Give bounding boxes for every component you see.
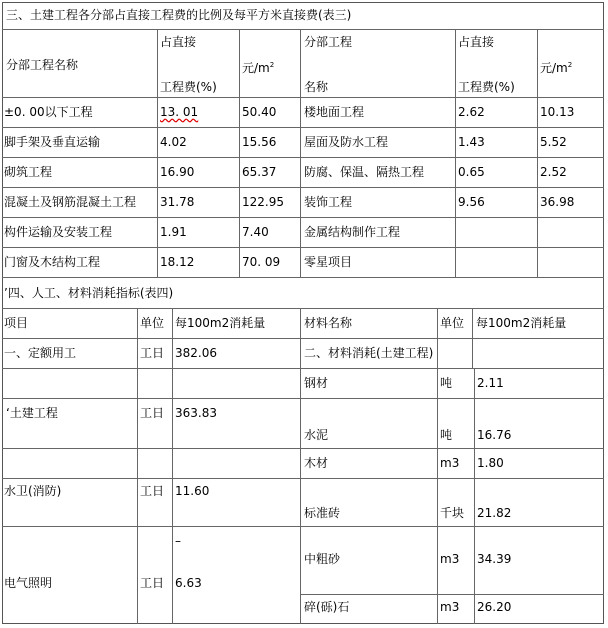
header-pct-top: 占直接: [160, 35, 197, 49]
rule-left-c: [2, 478, 300, 479]
rule-left-d: [2, 526, 300, 527]
civil-unit: 工日: [140, 406, 165, 420]
mat2-unit: 吨: [440, 428, 453, 442]
row6-pct: 18.12: [160, 255, 195, 269]
row4-name2: 装饰工程: [304, 195, 353, 209]
mat4-unit: 千块: [440, 506, 465, 520]
row2-cost: 15.56: [242, 135, 277, 149]
plumb-unit: 工日: [140, 484, 165, 498]
row1-pct: 13. 01: [160, 105, 199, 119]
col-line-pct2: [455, 29, 456, 277]
col-line-pct: [157, 29, 158, 277]
mat6-name: 碎(砾)石: [304, 600, 350, 614]
rule-row1: [2, 127, 604, 128]
civil-name: ‘土建工程: [6, 406, 58, 420]
plumb-name: 水卫(消防): [4, 484, 62, 498]
row3-pct2: 0.65: [458, 165, 485, 179]
material-section-title: 二、材料消耗(土建工程): [304, 346, 434, 360]
rule-row4: [2, 217, 604, 218]
rule-section-right: [300, 368, 604, 369]
mat5-name: 中粗砂: [304, 552, 341, 566]
t4-header-qty: 每100m2消耗量: [175, 316, 266, 330]
mat5-unit: m3: [440, 552, 460, 566]
col-line-mid3: [300, 29, 301, 277]
rule-sand: [300, 594, 604, 595]
row1-name2: 楼地面工程: [304, 105, 365, 119]
mat4-name: 标准砖: [304, 506, 341, 520]
mat1-unit: 吨: [440, 376, 453, 390]
mat6-qty: 26.20: [477, 600, 512, 614]
elec-dash: –: [175, 534, 181, 548]
rule-row6: [2, 277, 604, 278]
row1-pct2: 2.62: [458, 105, 485, 119]
col-line-qty2: [474, 368, 475, 624]
row2-pct: 4.02: [160, 135, 187, 149]
col-line-cost: [239, 29, 240, 277]
rule-row3: [2, 187, 604, 188]
row4-cost2: 36.98: [540, 195, 575, 209]
row5-cost: 7.40: [242, 225, 269, 239]
rule-under-title4: [2, 308, 604, 309]
mat5-qty: 34.39: [477, 552, 512, 566]
elec-qty: 6.63: [175, 576, 202, 590]
row4-pct2: 9.56: [458, 195, 485, 209]
header-unit-cost: 元$/m^2$: [242, 61, 275, 75]
rule-wood: [300, 478, 604, 479]
header-name2-top: 分部工程: [304, 35, 353, 49]
labor-title: 一、定额用工: [4, 346, 77, 360]
rule-cement: [300, 448, 604, 449]
elec-name: 电气照明: [4, 576, 53, 590]
row2-pct2: 1.43: [458, 135, 485, 149]
mat2-qty: 16.76: [477, 428, 512, 442]
mat1-name: 钢材: [304, 376, 329, 390]
row1-name: ±0. 00以下工程: [4, 105, 93, 119]
col-line-mid4: [300, 308, 301, 624]
row3-cost: 65.37: [242, 165, 277, 179]
row3-cost2: 2.52: [540, 165, 567, 179]
row3-name: 砌筑工程: [4, 165, 53, 179]
row3-pct: 16.90: [160, 165, 195, 179]
row2-cost2: 5.52: [540, 135, 567, 149]
col-line-qty: [172, 308, 173, 624]
labor-unit: 工日: [140, 346, 165, 360]
row2-name2: 屋面及防水工程: [304, 135, 389, 149]
header-pct-bottom: 工程费(%): [160, 80, 217, 94]
rule-left-a: [2, 398, 300, 399]
row5-name2: 金属结构制作工程: [304, 225, 401, 239]
rule-row5: [2, 247, 604, 248]
labor-qty: 382.06: [175, 346, 217, 360]
row5-name: 构件运输及安装工程: [4, 225, 113, 239]
row6-cost: 70. 09: [242, 255, 281, 269]
document-frame: [2, 2, 604, 624]
row3-name2: 防腐、保温、隔热工程: [304, 165, 425, 179]
mat6-unit: m3: [440, 600, 460, 614]
t4-header-unit: 单位: [140, 316, 165, 330]
col-line-unit: [137, 308, 138, 624]
mat3-qty: 1.80: [477, 456, 504, 470]
header-name: 分部工程名称: [6, 58, 79, 72]
rule-row2: [2, 157, 604, 158]
row1-cost2: 10.13: [540, 105, 575, 119]
rule-steel: [300, 398, 604, 399]
row4-name: 混凝土及钢筋混凝土工程: [4, 195, 137, 209]
row2-name: 脚手架及垂直运输: [4, 135, 101, 149]
t4-header-mat: 材料名称: [304, 316, 353, 330]
plumb-qty: 11.60: [175, 484, 210, 498]
mat3-name: 木材: [304, 456, 329, 470]
mat1-qty: 2.11: [477, 376, 504, 390]
rule-under-title3: [2, 29, 604, 30]
t4-header-qty2: 每100m2消耗量: [476, 316, 567, 330]
t4-header-unit2: 单位: [440, 316, 465, 330]
rule-under-header3: [2, 97, 604, 98]
mat2-name: 水泥: [304, 428, 329, 442]
table3-title: 三、土建工程各分部占直接工程费的比例及每平方米直接费(表三): [6, 8, 352, 22]
rule-left-b: [2, 448, 300, 449]
elec-unit: 工日: [140, 576, 165, 590]
row1-cost: 50.40: [242, 105, 277, 119]
table4-title: ’四、人工、材料消耗指标(表四): [4, 286, 174, 300]
civil-qty: 363.83: [175, 406, 217, 420]
header-unit-cost2: 元$/m^2$: [540, 61, 573, 75]
col-line-unit2-head: [437, 308, 438, 368]
row4-pct: 31.78: [160, 195, 195, 209]
row4-cost: 122.95: [242, 195, 284, 209]
rule-under-header4: [2, 338, 604, 339]
row6-name2: 零星项目: [304, 255, 353, 269]
col-line-unit2: [437, 368, 438, 624]
header-pct2-bottom: 工程费(%): [458, 80, 515, 94]
row5-pct: 1.91: [160, 225, 187, 239]
col-line-qty2-head: [472, 308, 473, 368]
row6-name: 门窗及木结构工程: [4, 255, 101, 269]
header-pct2-top: 占直接: [458, 35, 495, 49]
rule-brick: [300, 526, 604, 527]
t4-header-item: 项目: [4, 316, 29, 330]
mat4-qty: 21.82: [477, 506, 512, 520]
col-line-cost2: [537, 29, 538, 277]
mat3-unit: m3: [440, 456, 460, 470]
header-name2-bottom: 名称: [304, 80, 329, 94]
